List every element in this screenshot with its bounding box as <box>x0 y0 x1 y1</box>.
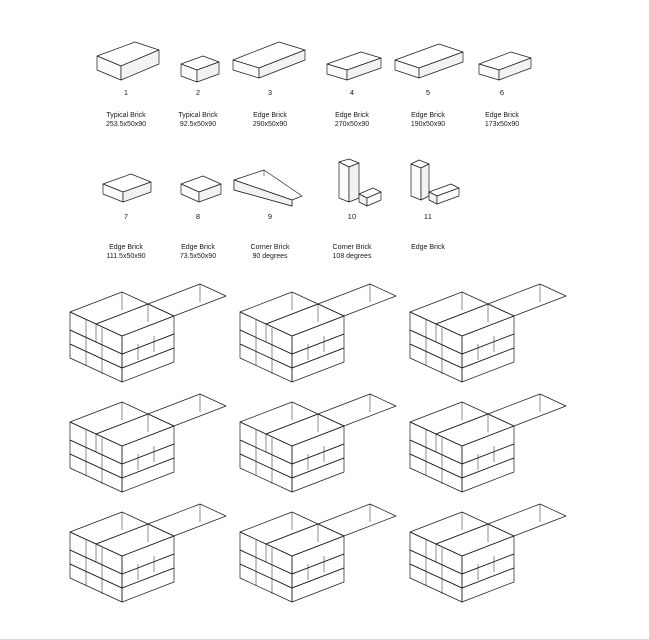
brick-item[interactable] <box>312 158 392 262</box>
brick-illustration-10 <box>312 158 392 212</box>
brick-number: 6 <box>499 88 505 97</box>
brick-dims: 90 degrees <box>252 253 288 261</box>
brick-illustration-7 <box>86 158 166 212</box>
brick-item[interactable] <box>158 26 238 130</box>
wall-corner-variant[interactable] <box>62 502 232 602</box>
wall-corner-variant[interactable] <box>62 392 232 492</box>
wall-corner-variant[interactable] <box>232 282 402 382</box>
wall-corner-variant[interactable] <box>402 502 572 602</box>
brick-item[interactable] <box>158 158 238 262</box>
brick-number: 11 <box>423 212 433 221</box>
brick-name: Corner Brick <box>332 244 372 251</box>
wall-corner-variant[interactable] <box>402 282 572 382</box>
brick-item[interactable] <box>86 26 166 130</box>
brick-dims: 173x50x90 <box>484 121 520 129</box>
brick-dims: 253.5x50x90 <box>105 121 147 129</box>
brick-number: 10 <box>347 212 357 221</box>
wall-corner-variant[interactable] <box>232 392 402 492</box>
brick-dims: 111.5x50x90 <box>106 253 146 261</box>
wall-corner-grid <box>0 282 650 612</box>
brick-number: 1 <box>123 88 129 97</box>
brick-illustration-6 <box>462 26 542 88</box>
brick-number: 3 <box>267 88 273 97</box>
brick-name: Edge Brick <box>181 244 215 251</box>
brick-name: Corner Brick <box>250 244 290 251</box>
brick-item[interactable] <box>312 26 392 130</box>
brick-item[interactable] <box>388 26 468 130</box>
brick-number: 7 <box>123 212 129 221</box>
brick-item[interactable] <box>462 26 542 130</box>
brick-item[interactable] <box>230 26 310 130</box>
brick-name: Typical Brick <box>178 112 218 119</box>
brick-name: Edge Brick <box>411 112 445 119</box>
brick-name: Edge Brick <box>253 112 287 119</box>
brick-number: 4 <box>349 88 355 97</box>
brick-dims: 73.5x50x90 <box>179 253 217 261</box>
wall-corner-variant[interactable] <box>62 282 232 382</box>
brick-name: Edge Brick <box>335 112 369 119</box>
brick-name: Edge Brick <box>411 244 445 251</box>
brick-name: Edge Brick <box>485 112 519 119</box>
brick-illustration-9 <box>230 158 310 212</box>
brick-dims: 108 degrees <box>332 253 372 261</box>
wall-corner-variant[interactable] <box>402 392 572 492</box>
brick-name: Typical Brick <box>106 112 146 119</box>
brick-illustration-11 <box>388 158 468 212</box>
brick-dims: 190x50x90 <box>410 121 446 129</box>
brick-name: Edge Brick <box>109 244 143 251</box>
brick-number: 8 <box>195 212 201 221</box>
brick-item[interactable] <box>388 158 468 252</box>
brick-number: 2 <box>195 88 201 97</box>
wall-corner-variant[interactable] <box>232 502 402 602</box>
brick-dims: 92.5x50x90 <box>179 121 217 129</box>
brick-illustration-1 <box>86 26 166 88</box>
brick-illustration-3 <box>230 26 310 88</box>
brick-dims: 290x50x90 <box>252 121 288 129</box>
brick-illustration-2 <box>158 26 238 88</box>
brick-number: 9 <box>267 212 273 221</box>
brick-illustration-4 <box>312 26 392 88</box>
brick-illustration-5 <box>388 26 468 88</box>
brick-item[interactable] <box>86 158 166 262</box>
brick-number: 5 <box>425 88 431 97</box>
brick-item[interactable] <box>230 158 310 262</box>
brick-illustration-8 <box>158 158 238 212</box>
brick-dims: 270x50x90 <box>334 121 370 129</box>
